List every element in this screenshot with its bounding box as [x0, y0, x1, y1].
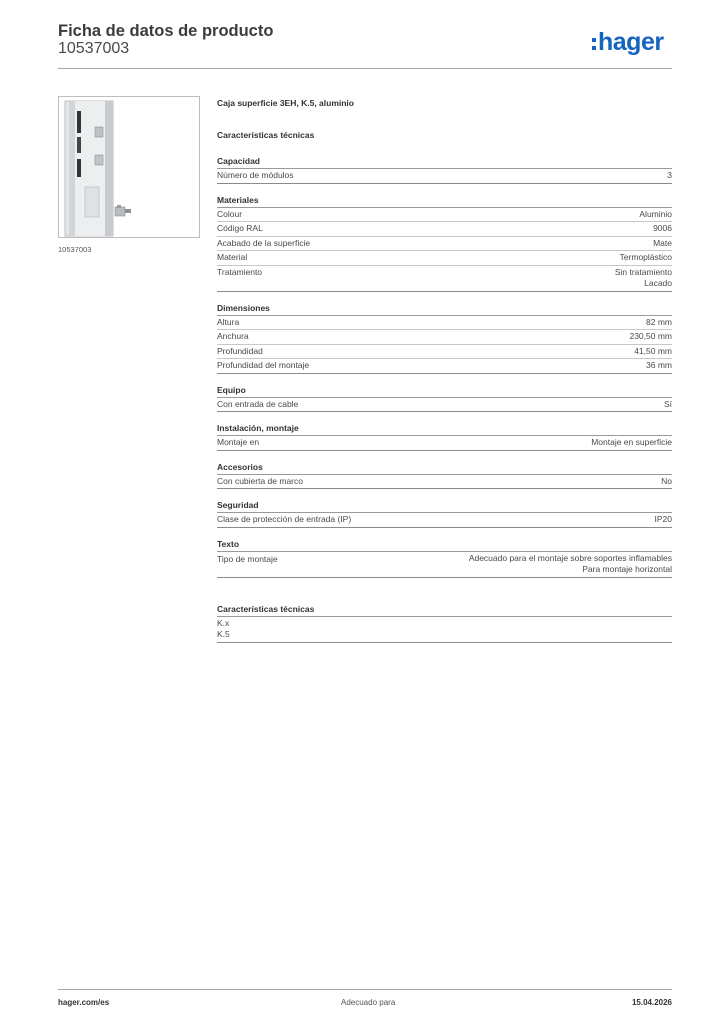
table-row — [217, 222, 672, 237]
row-value: Mate — [653, 237, 672, 248]
row-value: 41,50 mm — [634, 345, 672, 356]
row-label: Clase de protección de entrada (IP) — [217, 514, 352, 524]
row-value-line: Lacado — [644, 277, 672, 288]
row-label: Anchura — [217, 331, 249, 341]
table-row — [217, 513, 672, 528]
section-instalacion — [217, 422, 672, 451]
table-row — [217, 330, 672, 345]
logo-dots-icon — [592, 38, 596, 50]
characteristics-heading: Características técnicas — [217, 130, 315, 140]
table-row — [217, 345, 672, 360]
row-label: Tratamiento — [217, 266, 263, 277]
row-value: 36 mm — [646, 360, 672, 370]
section-accesorios — [217, 461, 672, 490]
row-value: 230,50 mm — [629, 331, 672, 341]
footer-date: 15.04.2026 — [631, 998, 672, 1007]
row-value: Sí — [663, 398, 672, 409]
list-item: K.x — [217, 617, 230, 628]
section-title: Seguridad — [217, 499, 672, 513]
row-label: Con entrada de cable — [217, 398, 299, 409]
section-title: Equipo — [217, 384, 672, 398]
table-row — [217, 208, 672, 223]
section-equipo — [217, 384, 672, 413]
table-row — [217, 398, 672, 413]
footer-website-link[interactable]: hager.com/es — [58, 998, 110, 1007]
table-row — [217, 266, 672, 292]
tech-list — [217, 617, 672, 643]
hager-logo — [592, 27, 664, 57]
enclosure-illustration — [59, 97, 199, 237]
row-value — [615, 266, 672, 291]
product-code: 10537003 — [58, 40, 130, 57]
product-details — [217, 96, 672, 643]
footer-note: Adecuado para — [341, 998, 396, 1007]
product-image — [58, 96, 200, 238]
section-title: Dimensiones — [217, 302, 672, 316]
table-row — [217, 436, 672, 451]
header-divider — [58, 68, 672, 69]
table-row — [217, 316, 672, 331]
row-label: Altura — [217, 316, 240, 327]
table-row — [217, 552, 672, 578]
row-label: Colour — [217, 208, 243, 219]
row-value — [469, 552, 672, 577]
row-label: Tipo de montaje — [217, 553, 278, 564]
row-value-line: Sin tratamiento — [614, 266, 672, 277]
image-caption: 10537003 — [58, 245, 92, 254]
row-label: Número de módulos — [217, 170, 294, 180]
row-value-line: Adecuado para el montaje sobre soportes inflamables — [468, 552, 672, 563]
row-label: Montaje en — [217, 437, 260, 447]
section-title: Instalación, montaje — [217, 422, 672, 436]
section-texto — [217, 538, 672, 578]
footer-divider — [58, 989, 672, 990]
section-title: Materiales — [217, 194, 672, 208]
section-materiales — [217, 194, 672, 292]
section-title: Capacidad — [217, 155, 672, 169]
table-row — [217, 359, 672, 374]
row-label: Profundidad del montaje — [217, 360, 310, 370]
row-value: No — [661, 475, 672, 486]
section-title: Accesorios — [217, 461, 672, 475]
list-item: K.5 — [217, 628, 230, 639]
section-dimensiones — [217, 302, 672, 374]
row-value: Aluminio — [639, 208, 672, 219]
row-value: 3 — [667, 170, 672, 180]
row-value: IP20 — [654, 514, 672, 524]
row-value: Termoplástico — [619, 252, 672, 262]
row-value: Montaje en superficie — [591, 437, 672, 447]
row-label: Con cubierta de marco — [217, 475, 303, 486]
logo-text: hager — [598, 27, 664, 56]
table-row — [217, 475, 672, 490]
section-seguridad — [217, 499, 672, 528]
row-label: Material — [217, 252, 248, 262]
row-value-line: Para montaje horizontal — [582, 563, 672, 574]
product-name: Caja superficie 3EH, K.5, aluminio — [217, 98, 354, 108]
section-title: Características técnicas — [217, 603, 672, 617]
row-value: 82 mm — [646, 316, 672, 327]
table-row — [217, 237, 672, 252]
table-row — [217, 169, 672, 184]
section-tech-characteristics — [217, 603, 672, 643]
section-title: Texto — [217, 538, 672, 552]
table-row — [217, 251, 672, 266]
row-label: Profundidad — [217, 345, 263, 356]
row-label: Código RAL — [217, 223, 263, 233]
page-title: Ficha de datos de producto — [58, 22, 274, 40]
row-value: 9006 — [653, 223, 672, 233]
section-capacidad — [217, 155, 672, 184]
row-label: Acabado de la superficie — [217, 237, 311, 248]
